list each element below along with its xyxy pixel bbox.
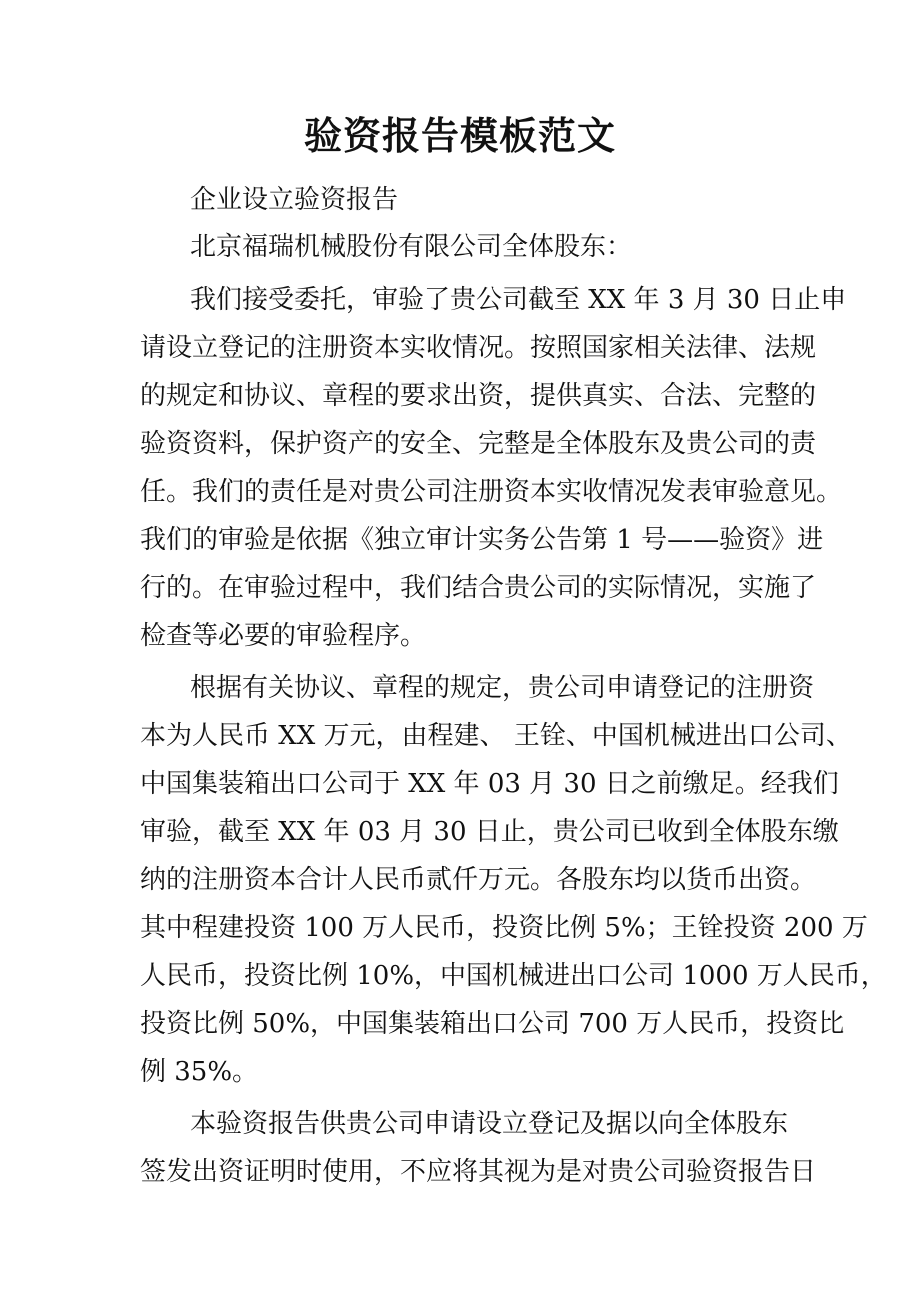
paragraph-2-line-6: 其中程建投资 100 万人民币，投资比例 5%；王铨投资 200 万 bbox=[140, 913, 868, 943]
document-title: 验资报告模板范文 bbox=[303, 113, 616, 158]
paragraph-3-line-1: 本验资报告供贵公司申请设立登记及据以向全体股东 bbox=[190, 1109, 789, 1139]
paragraph-1-line-7: 行的。在审验过程中，我们结合贵公司的实际情况，实施了 bbox=[140, 573, 817, 603]
paragraph-1-line-4: 验资资料，保护资产的安全、完整是全体股东及贵公司的责 bbox=[140, 429, 817, 459]
paragraph-2-line-7: 人民币，投资比例 10%，中国机械进出口公司 1000 万人民币， bbox=[140, 961, 887, 991]
paragraph-2-line-8: 投资比例 50%，中国集装箱出口公司 700 万人民币，投资比 bbox=[140, 1009, 845, 1039]
paragraph-1-line-5: 任。我们的责任是对贵公司注册资本实收情况发表审验意见。 bbox=[140, 477, 843, 507]
subtitle: 企业设立验资报告 bbox=[190, 185, 399, 215]
paragraph-2-line-5: 纳的注册资本合计人民币贰仟万元。各股东均以货币出资。 bbox=[140, 865, 817, 895]
paragraph-1-line-8: 检查等必要的审验程序。 bbox=[140, 621, 427, 651]
paragraph-2-line-3: 中国集装箱出口公司于 XX 年 03 月 30 日之前缴足。经我们 bbox=[140, 769, 839, 799]
paragraph-1-line-6: 我们的审验是依据《独立审计实务公告第 1 号——验资》进 bbox=[140, 525, 824, 555]
paragraph-2-line-9: 例 35%。 bbox=[140, 1057, 259, 1087]
paragraph-1-line-2: 请设立登记的注册资本实收情况。按照国家相关法律、法规 bbox=[140, 333, 817, 363]
paragraph-2-line-4: 审验，截至 XX 年 03 月 30 日止，贵公司已收到全体股东缴 bbox=[140, 817, 839, 847]
paragraph-2-line-1: 根据有关协议、章程的规定，贵公司申请登记的注册资 bbox=[190, 673, 815, 703]
paragraph-3-line-2: 签发出资证明时使用，不应将其视为是对贵公司验资报告日 bbox=[140, 1157, 817, 1187]
paragraph-1-line-1: 我们接受委托，审验了贵公司截至 XX 年 3 月 30 日止申 bbox=[190, 285, 847, 315]
addressee: 北京福瑞机械股份有限公司全体股东： bbox=[190, 232, 633, 262]
paragraph-1-line-3: 的规定和协议、章程的要求出资，提供真实、合法、完整的 bbox=[140, 381, 817, 411]
paragraph-2-line-2: 本为人民币 XX 万元，由程建、 王铨、中国机械进出口公司、 bbox=[140, 721, 852, 751]
